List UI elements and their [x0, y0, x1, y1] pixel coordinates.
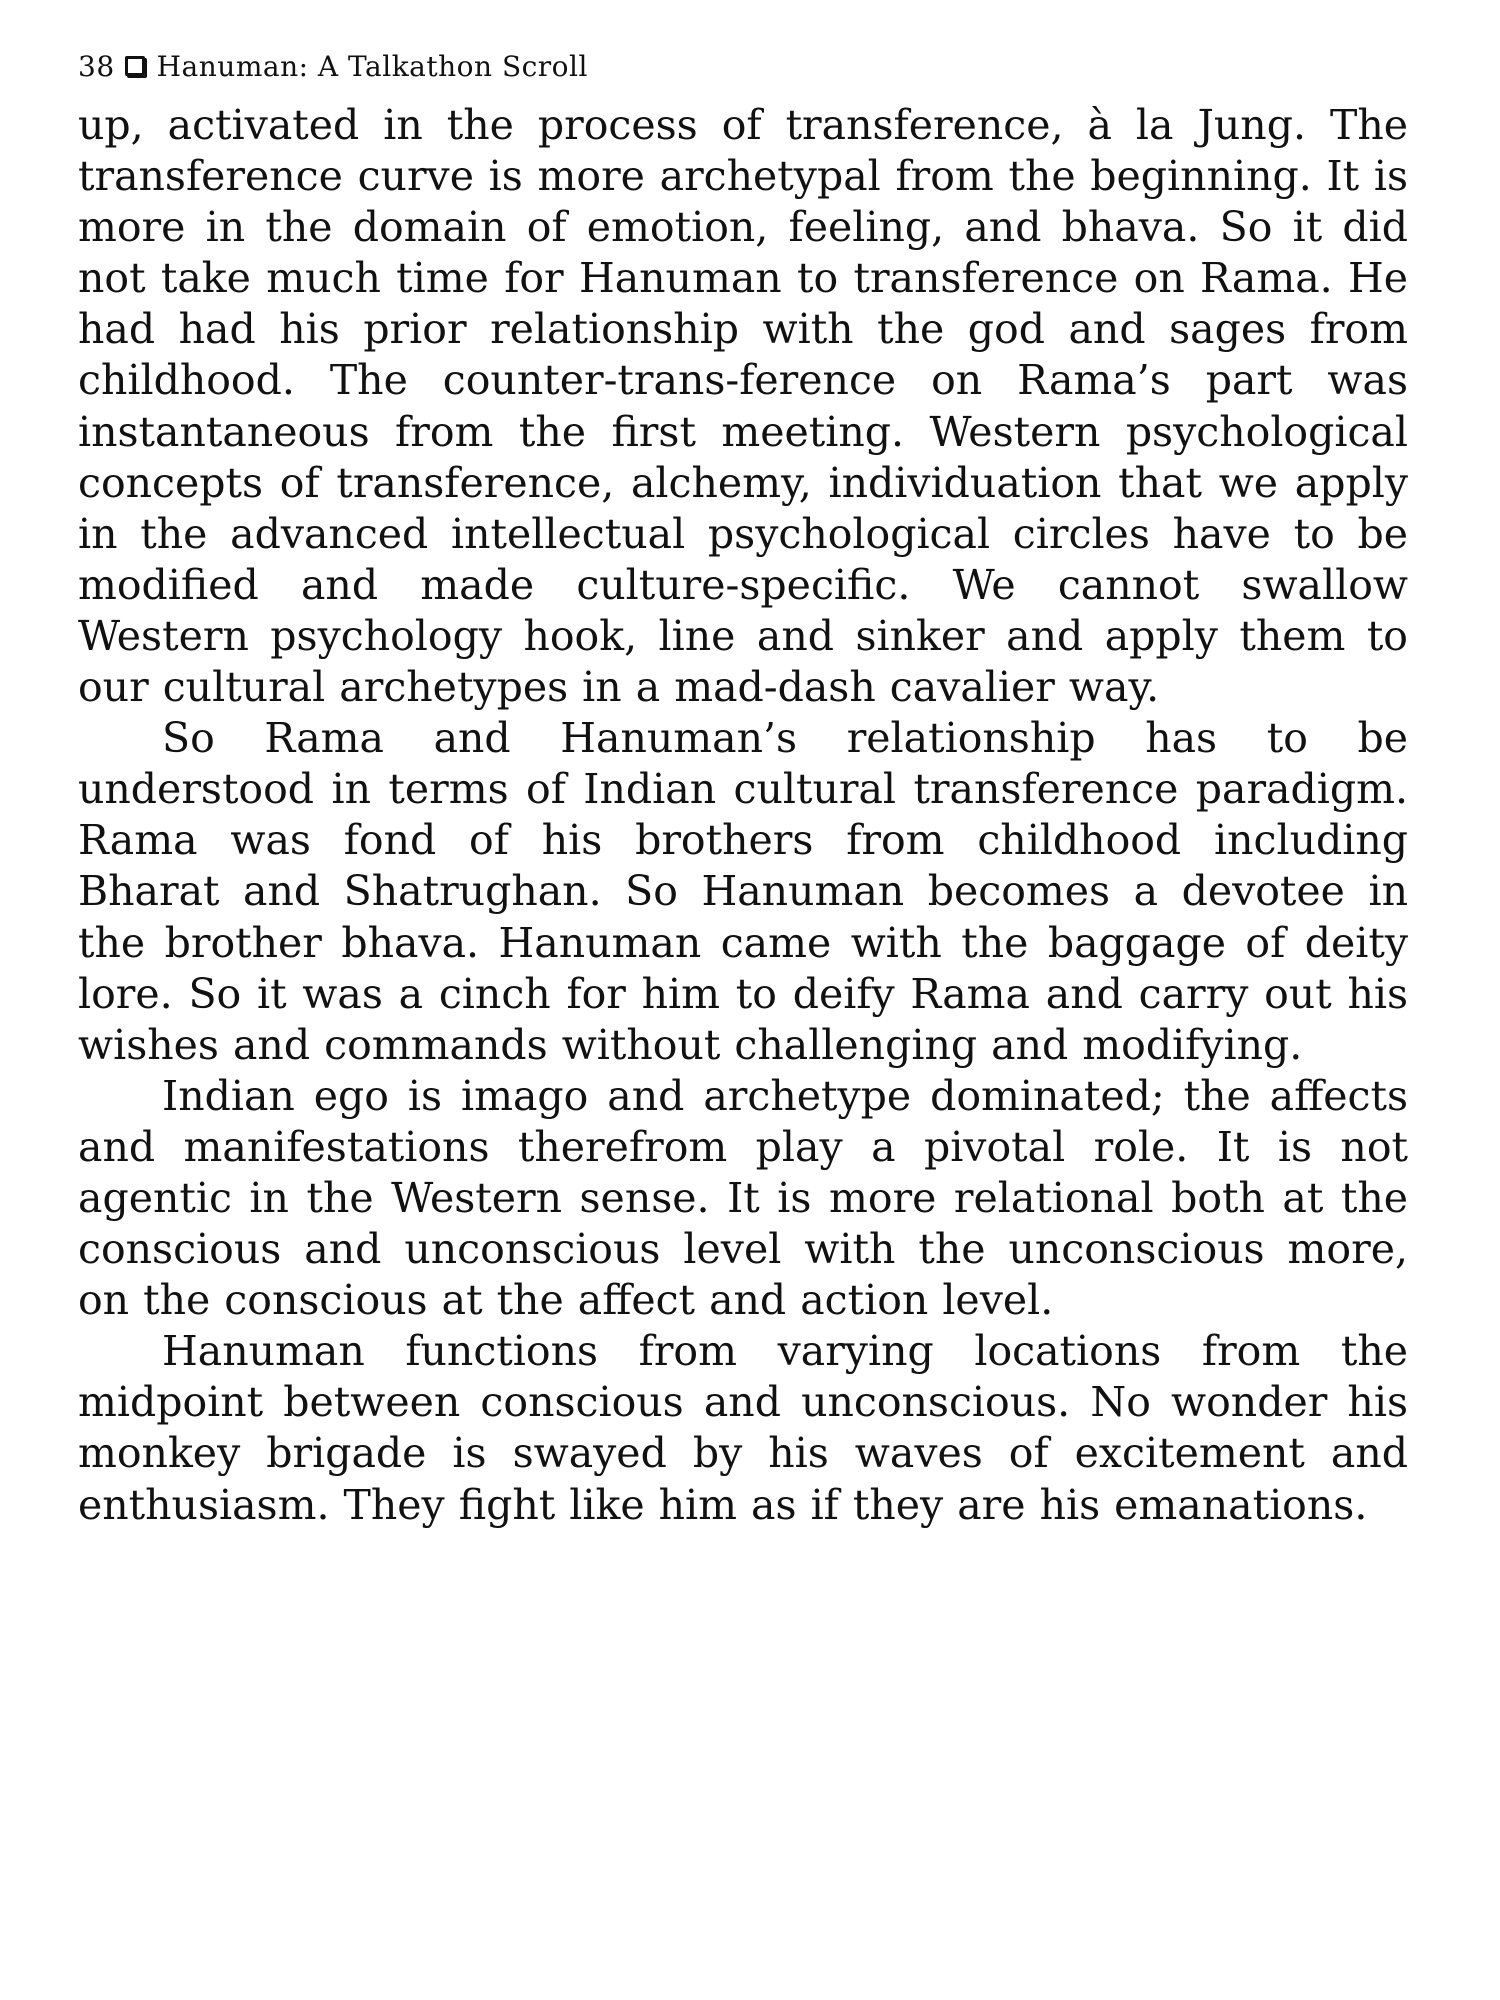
paragraph-continued: up, activated in the process of transference, à la Jung. The transference curve is more archetypal from the beginning. It is more in the domain of emotion, feeling, and bhava. So it did not take much time for Hanuman to transference on Rama. He had had his prior relationship with the god and sages from childhood. The counter-trans-ference on Rama’s part was instantaneous from the first meeting. Western psychological concepts of transference, alchemy, individuation that we apply in the advanced intellectual psychological circles have to be modified and made culture-specific. We cannot swallow Western psychology hook, line and sinker and apply them to our cultural archetypes in a mad-dash cavalier way. [78, 101, 1408, 712]
paragraph: So Rama and Hanuman’s relationship has to be understood in terms of Indian cultural transference paradigm. Rama was fond of his brothers from childhood including Bharat and Shatrughan. So Hanuman becomes a devotee in the brother bhava. Hanuman came with the baggage of deity lore. So it was a cinch for him to deify Rama and carry out his wishes and commands without challenging and modifying. [78, 714, 1408, 1069]
square-bullet-icon [125, 56, 145, 76]
paragraph: Hanuman functions from varying locations from the midpoint between conscious and unconscious. No wonder his monkey brigade is swayed by his waves of excitement and enthusiasm. They fight like him as if they are his emanations. [78, 1327, 1408, 1529]
body-text [78, 100, 1408, 1531]
page-number: 38 [78, 49, 115, 83]
running-head [78, 44, 1408, 88]
paragraph: Indian ego is imago and archetype dominated; the affects and manifestations therefrom play a pivotal role. It is not agentic in the Western sense. It is more relational both at the conscious and unconscious level with the unconscious more, on the conscious at the affect and action level. [78, 1071, 1408, 1325]
running-title: Hanuman: A Talkathon Scroll [156, 49, 588, 83]
book-page [78, 44, 1408, 1964]
